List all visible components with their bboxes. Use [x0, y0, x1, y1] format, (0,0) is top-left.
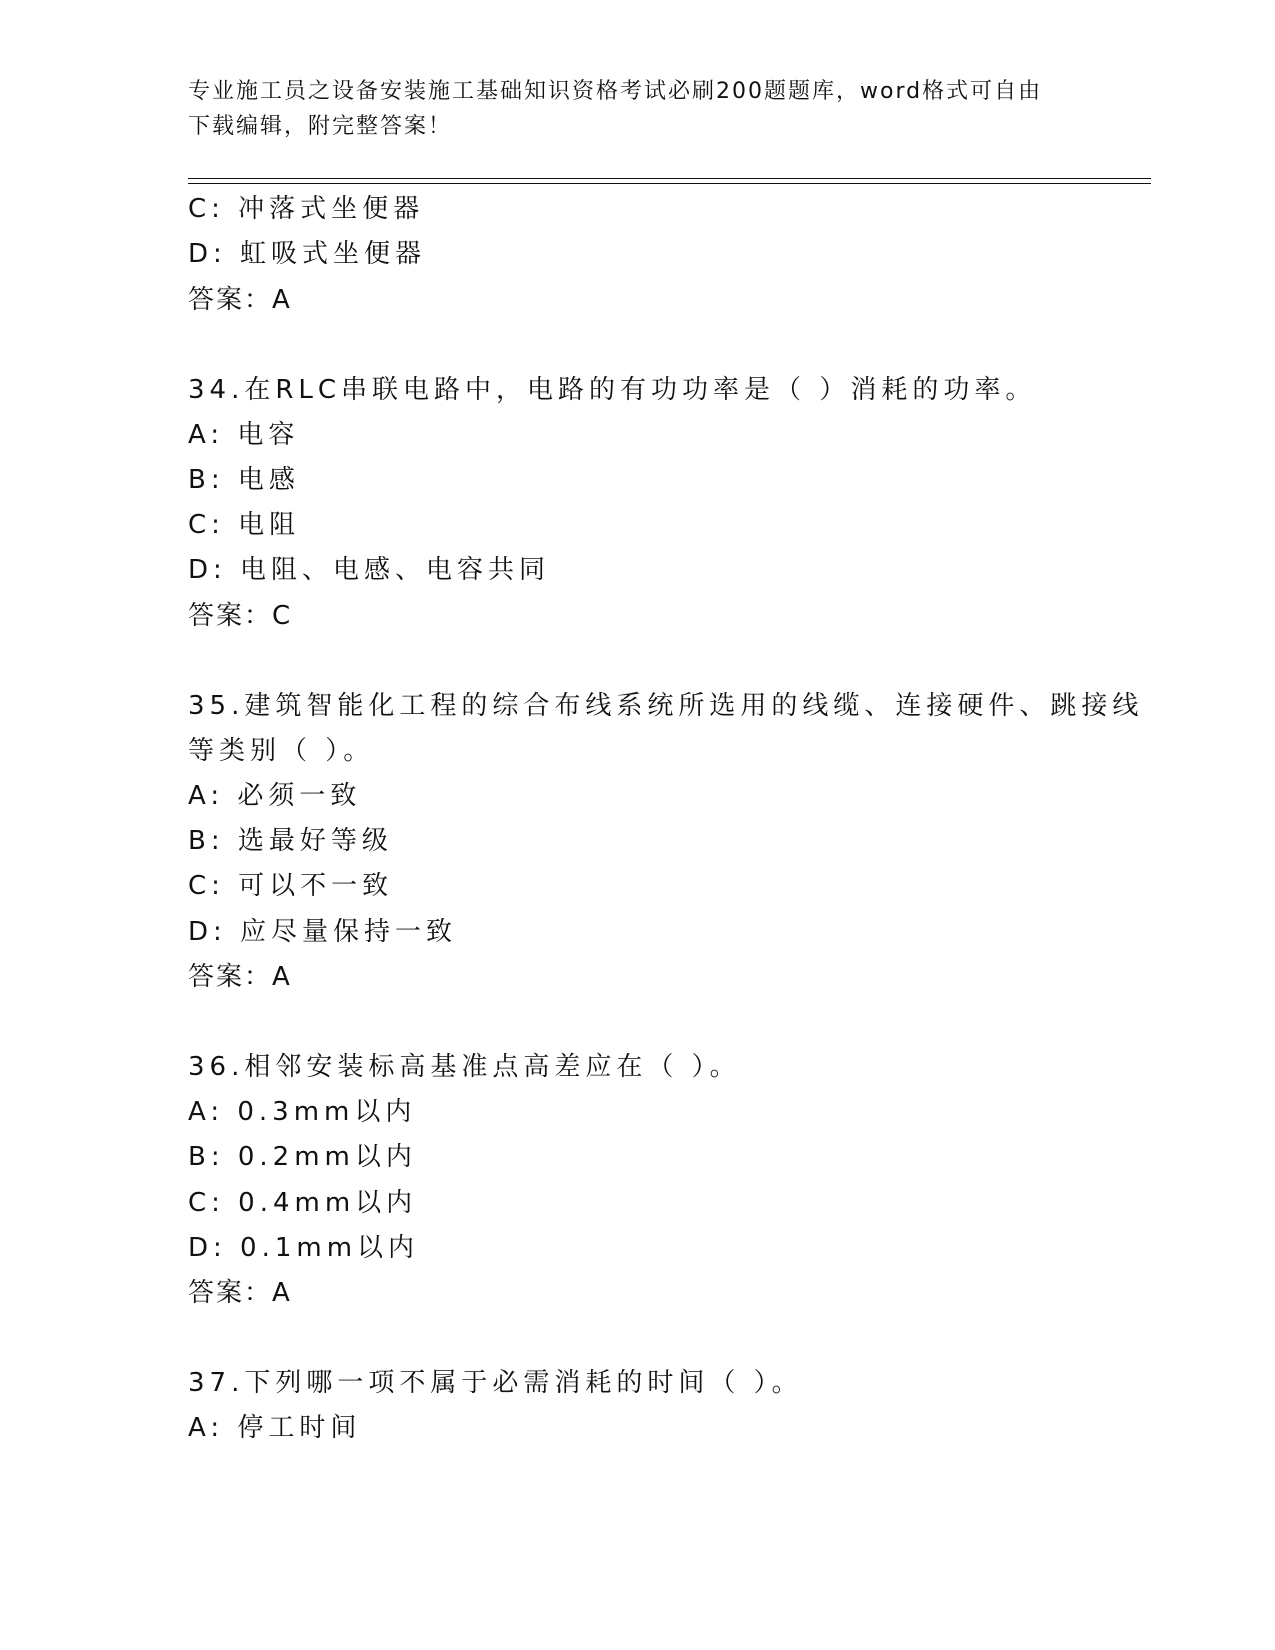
- q35-option-a: A: 必须一致: [188, 781, 362, 811]
- q34-option-a: A: 电容: [188, 420, 300, 450]
- q37-option-a: A: 停工时间: [188, 1413, 362, 1443]
- header-divider-bottom: [188, 183, 1151, 184]
- q35-question-line-2: 等类别（ ）。: [188, 736, 375, 766]
- q35-option-c: C: 可以不一致: [188, 871, 394, 901]
- q36-option-a: A: 0.3mm以内: [188, 1097, 417, 1127]
- q33-answer: 答案：A: [188, 285, 292, 315]
- q33-option-c: C: 冲落式坐便器: [188, 194, 425, 224]
- q36-question: 36.相邻安装标高基准点高差应在（ ）。: [188, 1052, 741, 1082]
- q34-option-b: B: 电感: [188, 465, 300, 495]
- document-header: [188, 74, 1088, 144]
- q33-option-d: D: 虹吸式坐便器: [188, 239, 427, 269]
- q35-question-line-1: 35.建筑智能化工程的综合布线系统所选用的线缆、连接硬件、跳接线: [188, 691, 1144, 721]
- q36-option-c: C: 0.4mm以内: [188, 1188, 418, 1218]
- header-divider-top: [188, 178, 1151, 179]
- q34-question: 34.在RLC串联电路中，电路的有功功率是（ ）消耗的功率。: [188, 375, 1037, 405]
- q36-option-d: D: 0.1mm以内: [188, 1233, 420, 1263]
- q34-option-d: D: 电阻、电感、电容共同: [188, 555, 551, 585]
- q35-answer: 答案：A: [188, 962, 292, 992]
- q34-answer: 答案：C: [188, 601, 293, 631]
- header-line-1: 专业施工员之设备安装施工基础知识资格考试必刷200题题库，word格式可自由: [188, 79, 1043, 104]
- q36-option-b: B: 0.2mm以内: [188, 1142, 417, 1172]
- q35-option-d: D: 应尽量保持一致: [188, 917, 458, 947]
- q36-answer: 答案：A: [188, 1278, 292, 1308]
- q34-option-c: C: 电阻: [188, 510, 301, 540]
- header-line-2: 下载编辑，附完整答案！: [188, 114, 453, 139]
- q35-option-b: B: 选最好等级: [188, 826, 393, 856]
- q37-question: 37.下列哪一项不属于必需消耗的时间（ ）。: [188, 1368, 803, 1398]
